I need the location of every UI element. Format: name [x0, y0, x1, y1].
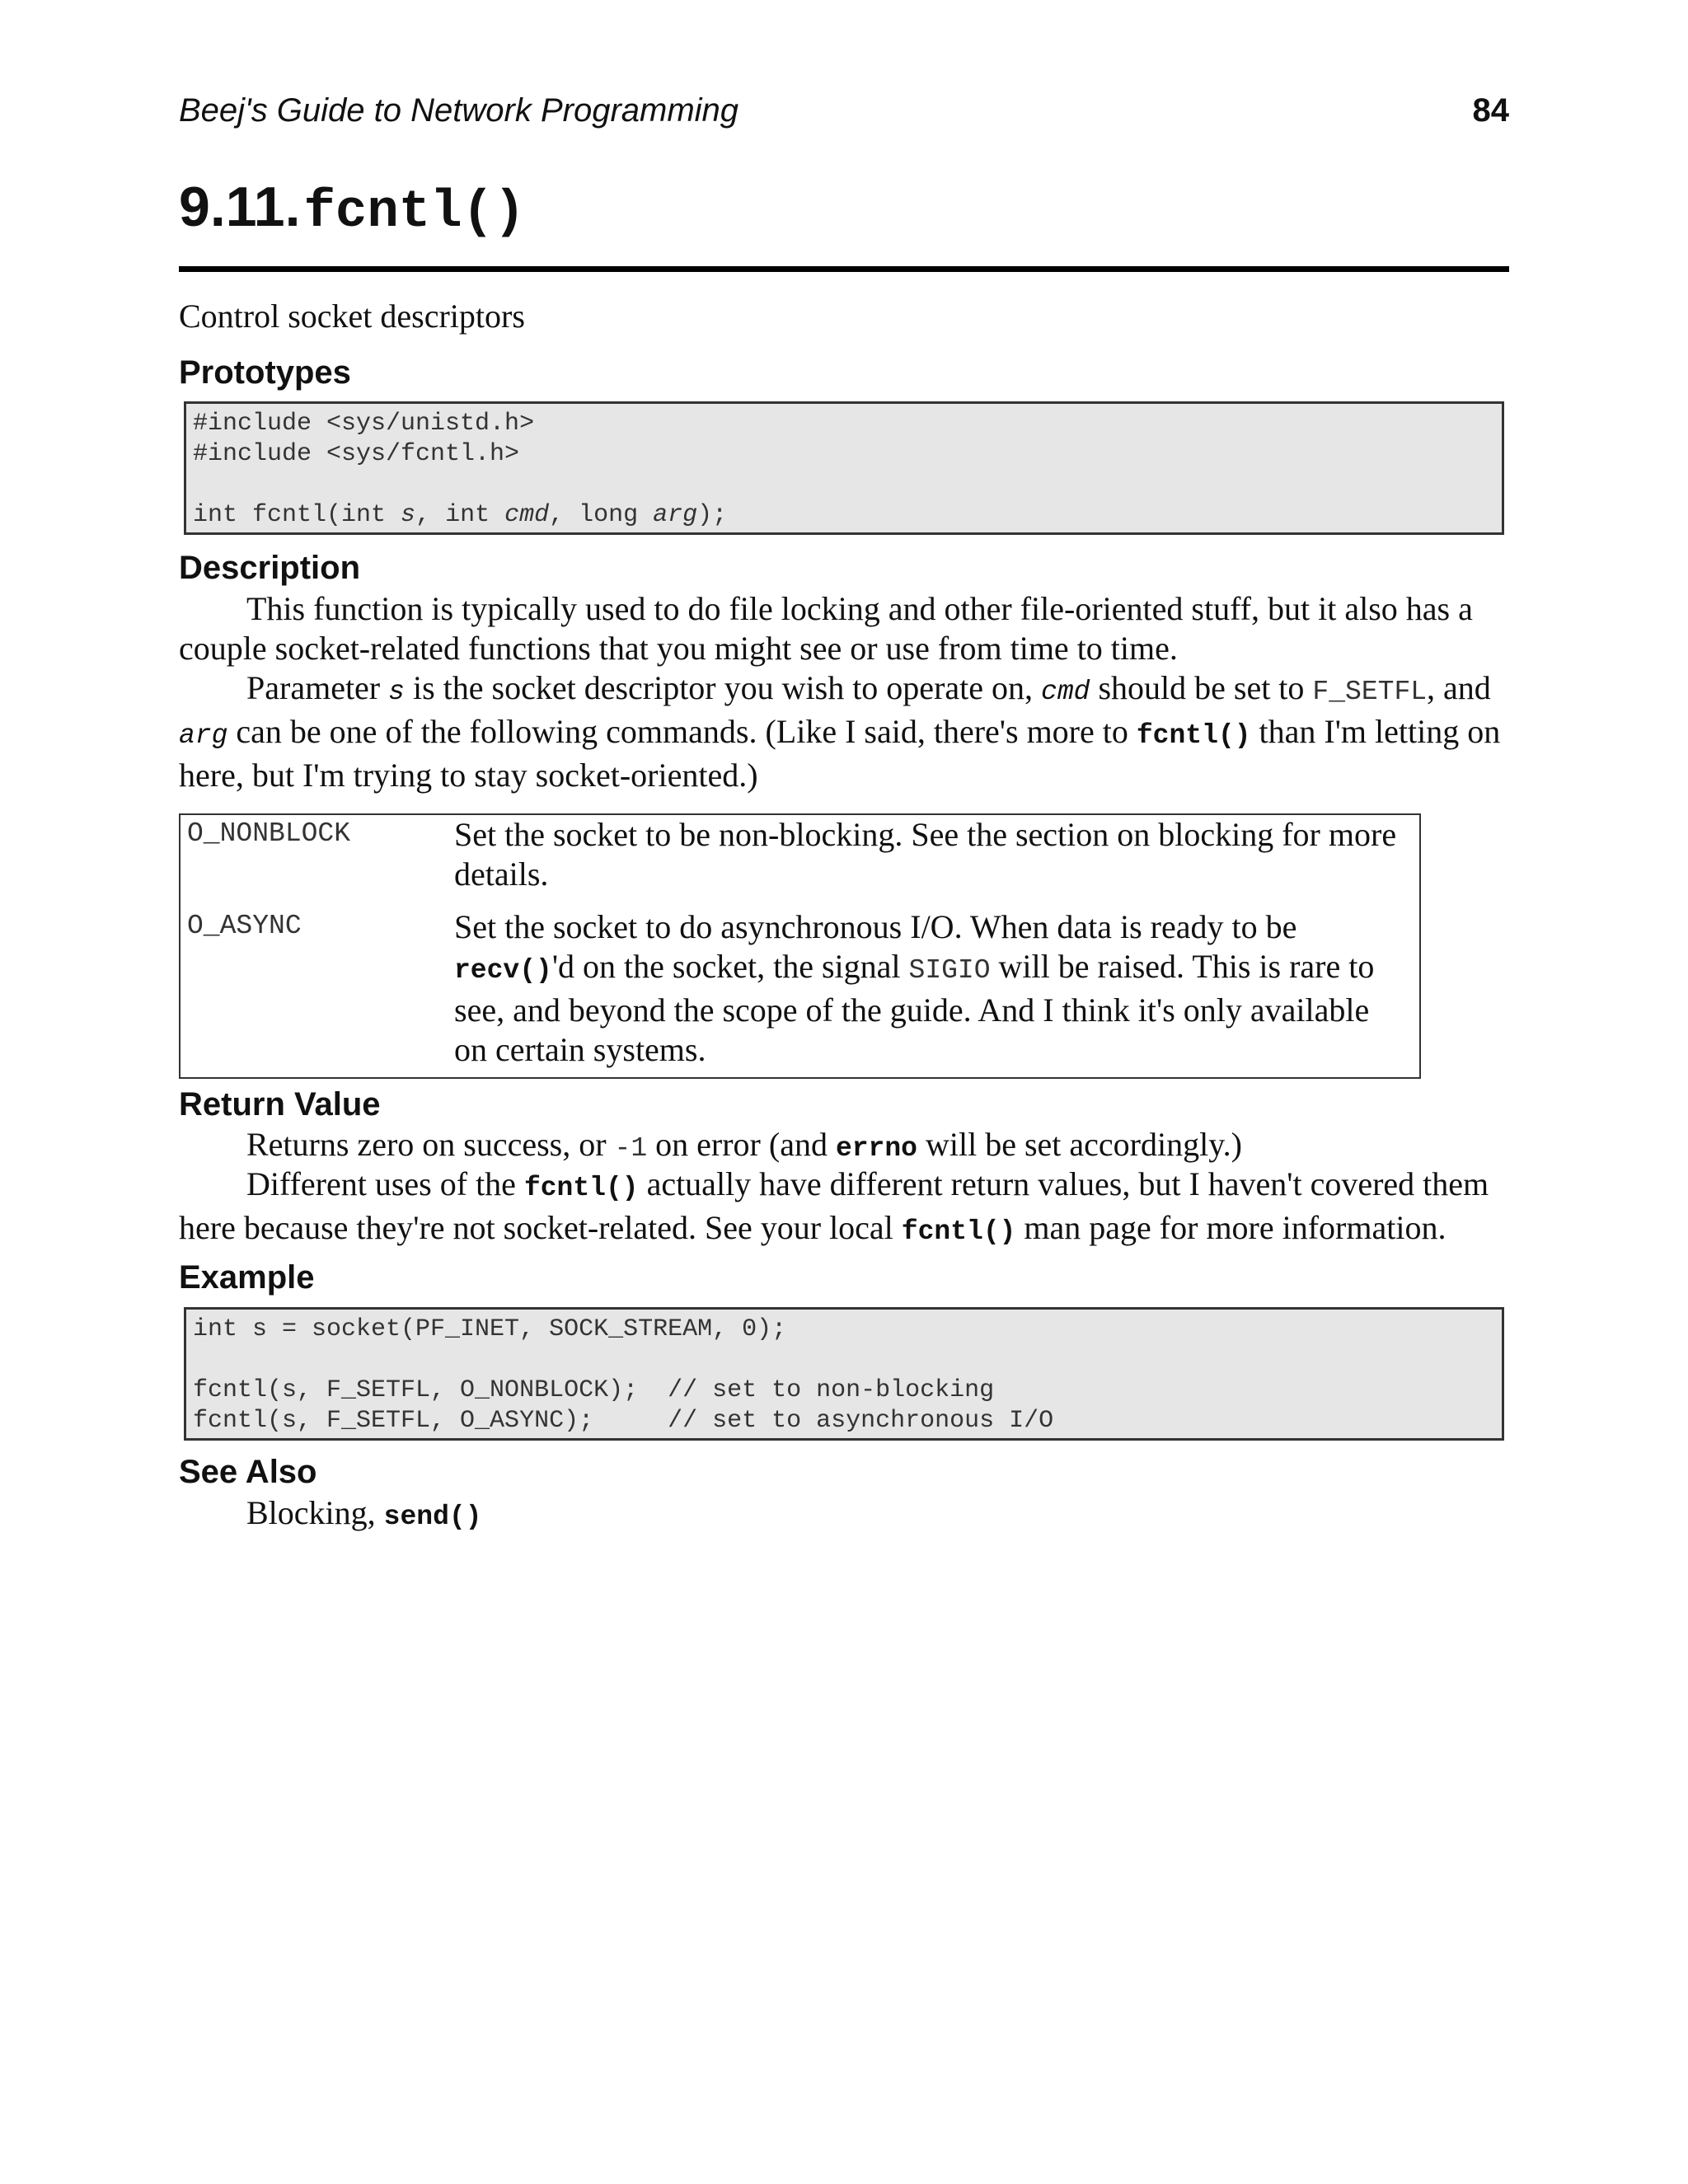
book-title: Beej's Guide to Network Programming — [179, 92, 739, 129]
flag-name: O_ASYNC — [187, 911, 302, 941]
description-heading: Description — [179, 550, 361, 586]
section-function-name: fcntl() — [303, 183, 526, 242]
example-heading: Example — [179, 1259, 315, 1296]
flags-table — [179, 813, 1421, 1079]
heading-rule — [179, 266, 1509, 272]
flag-description: Set the socket to do asynchronous I/O. When data is ready to be recv()'d on the socket, the signal SIGIO will be raised. This is rare to see, and beyond the scope of the guide. And I think it's only available on certain systems. — [454, 908, 1375, 1068]
example-code-block — [184, 1307, 1504, 1441]
send-link: send() — [383, 1502, 482, 1532]
prototypes-heading: Prototypes — [179, 354, 351, 391]
see-also-paragraph: Blocking, send() — [246, 1494, 482, 1532]
flag-description: Set the socket to be non-blocking. See the section on blocking for more details. — [454, 816, 1397, 893]
see-also-heading: See Also — [179, 1454, 317, 1490]
code-line: #include <sys/fcntl.h> — [193, 440, 520, 468]
section-heading — [179, 175, 525, 249]
page-number: 84 — [1472, 92, 1509, 129]
code-line: fcntl(s, F_SETFL, O_ASYNC); // set to asynchronous I/O — [193, 1407, 1054, 1435]
flag-name: O_NONBLOCK — [187, 818, 351, 849]
code-line: int s = socket(PF_INET, SOCK_STREAM, 0); — [193, 1315, 787, 1343]
running-header — [179, 92, 1509, 142]
description-paragraph: Parameter s is the socket descriptor you wish to operate on, cmd should be set to F_SETFL, and arg can be one of the following commands. (Like I said, there's more to fcntl() than I'm letting on here, but I'm trying to stay socket-oriented.) — [179, 669, 1501, 794]
section-number: 9.11. — [179, 176, 301, 238]
return-value-heading: Return Value — [179, 1086, 381, 1122]
description-paragraph: This function is typically used to do file locking and other file-oriented stuff, but it also has a couple socket-related functions that you might see or use from time to time. — [179, 590, 1473, 667]
code-line: #include <sys/unistd.h> — [193, 410, 535, 438]
return-value-paragraph: Different uses of the fcntl() actually have different return values, but I haven't covered them here because they're not socket-related. See your local fcntl() man page for more information. — [179, 1165, 1489, 1247]
prototypes-code-block — [184, 401, 1504, 535]
code-line-signature: int fcntl(int s, int cmd, long arg); — [193, 501, 728, 529]
section-summary: Control socket descriptors — [179, 298, 525, 335]
code-line: fcntl(s, F_SETFL, O_NONBLOCK); // set to non-blocking — [193, 1376, 995, 1404]
return-value-paragraph: Returns zero on success, or -1 on error (and errno will be set accordingly.) — [246, 1126, 1242, 1164]
